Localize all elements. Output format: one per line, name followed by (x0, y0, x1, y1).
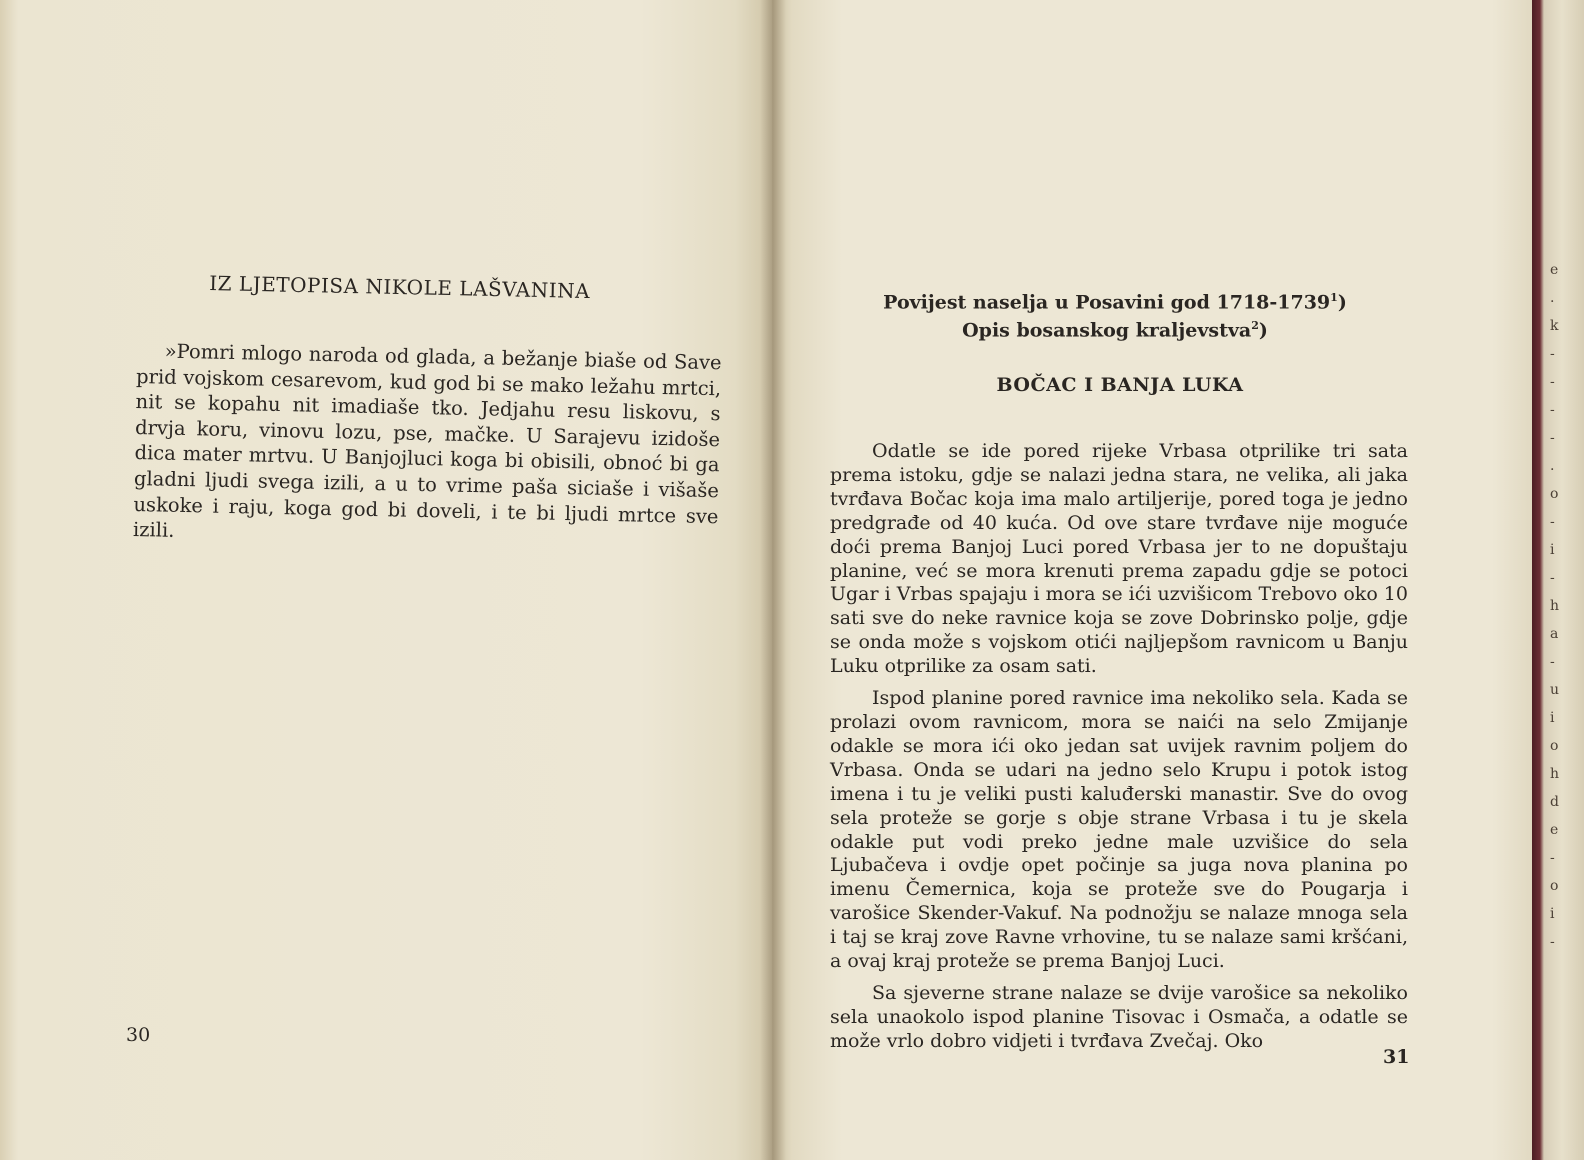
edge-glyph: - (1550, 374, 1555, 390)
section-title: BOČAC I BANJA LUKA (996, 374, 1244, 396)
heading-line-1 (860, 286, 1370, 314)
page-number-left: 30 (126, 1024, 151, 1046)
edge-glyph: u (1550, 682, 1560, 698)
footnote-mark-1: 1 (1330, 291, 1338, 304)
heading-line-1-text: Povijest naselja u Posavini god 1718-1739 (883, 291, 1331, 314)
right-body-text (830, 440, 1408, 1062)
heading-line-1-close: ) (1337, 291, 1347, 314)
paragraph: Odatle se ide pored rijeke Vrbasa otprilike tri sata prema istoku, gdje se nalazi jedna stara, ne velika, ali jaka tvrđava Bočac koja ima malo artiljerije, pored toga je jedno predgrađe od 40 kuća. Od ove stare tvrđave nije moguće doći prema Banjoj Luci pored Vrbasa jer to ne dopuštaju planine, već se mora krenuti prema zapadu gdje se potoci Ugar i Vrbas spajaju i mora se ići uzvišicom Trebovo oko 10 sati sve do neke ravnice koja se zove Dobrinsko polje, gdje se onda može s vojskom otići najljepšom ravnicom u Banju Luku otprilike za osam sati. (830, 440, 1408, 678)
paragraph: Ispod planine pored ravnice ima nekoliko sela. Kada se prolazi ovom ravnicom, mora se naići na selo Zmijanje odakle se mora ići oko jedan sat uvijek ravnim poljem do Vrbasa. Onda se udari na jedno selo Krupu i potok istog imena i tu je veliki pusti kaluđerski manastir. Sve do ovog sela proteže se gorje s obje strane Vrbasa i tu je skela odakle put vodi preko jedne male uzvišice do sela Ljubačeva i ovdje opet počinje sa juga nova planina po imenu Čemernica, koja se proteže sve do Pougarja i varošice Skender-Vakuf. Na podnožju se nalaze mnoga sela i taj se kraj zove Ravne vrhovine, tu se nalaze sami kršćani, a ovaj kraj proteže se prema Banjoj Luci. (830, 687, 1408, 973)
edge-glyph: h (1550, 766, 1560, 782)
next-page-edge (1532, 0, 1584, 1160)
edge-glyph: i (1550, 710, 1555, 726)
edge-glyph: o (1550, 878, 1559, 894)
edge-glyph: - (1550, 654, 1555, 670)
heading-line-2-text: Opis bosanskog kraljevstva (962, 319, 1252, 342)
left-page (0, 0, 772, 1160)
footnote-mark-2: 2 (1251, 319, 1259, 333)
edge-glyph: . (1550, 458, 1555, 474)
edge-glyph: k (1550, 318, 1559, 334)
edge-glyph: i (1550, 906, 1555, 922)
edge-glyph: - (1550, 514, 1555, 530)
heading-line-2 (860, 314, 1370, 342)
edge-glyph: - (1550, 570, 1555, 586)
page-number-right: 31 (1383, 1046, 1410, 1068)
edge-glyph: - (1550, 346, 1555, 362)
edge-glyph: - (1550, 402, 1555, 418)
edge-glyph: - (1550, 430, 1555, 446)
edge-glyph: d (1550, 794, 1559, 810)
edge-glyph: a (1550, 626, 1559, 642)
chapter-title-left: IZ LJETOPISA NIKOLE LAŠVANINA (209, 271, 591, 304)
edge-glyph: e (1550, 822, 1559, 838)
edge-glyph: i (1550, 542, 1555, 558)
heading-line-2-close: ) (1258, 319, 1268, 342)
edge-glyph: - (1550, 934, 1555, 950)
edge-glyph: o (1550, 738, 1559, 754)
chapter-heading-right (860, 286, 1370, 343)
edge-glyph: - (1550, 850, 1555, 866)
left-body-text (133, 338, 722, 555)
edge-glyph: . (1550, 290, 1555, 306)
edge-glyph: e (1550, 262, 1559, 278)
edge-glyph: h (1550, 598, 1560, 614)
paragraph: Sa sjeverne strane nalaze se dvije varošice sa nekoliko sela unaokolo ispod planine Tisovac i Osmača, a odatle se može vrlo dobro vidjeti i tvrđava Zvečaj. Oko (830, 981, 1408, 1052)
book-gutter (760, 0, 786, 1160)
edge-glyph: o (1550, 486, 1559, 502)
paragraph: »Pomri mlogo naroda od glada, a bežanje biaše od Save prid vojskom cesarevom, kud god bi se mako ležahu mrtci, nit se kopahu nit imadiaše tko. Jedjahu resu liskovu, s drvja koru, vinovu lozu, pse, mačke. U Sarajevu izidoše dica mater mrtvu. U Banjojluci koga bi obisili, obnoć bi ga gladni ljudi svega izili, a u to vrime paša siciaše i višaše uskoke i raju, koga god bi doveli, i te bi ljudi mrtce sve izili. (132, 339, 722, 542)
